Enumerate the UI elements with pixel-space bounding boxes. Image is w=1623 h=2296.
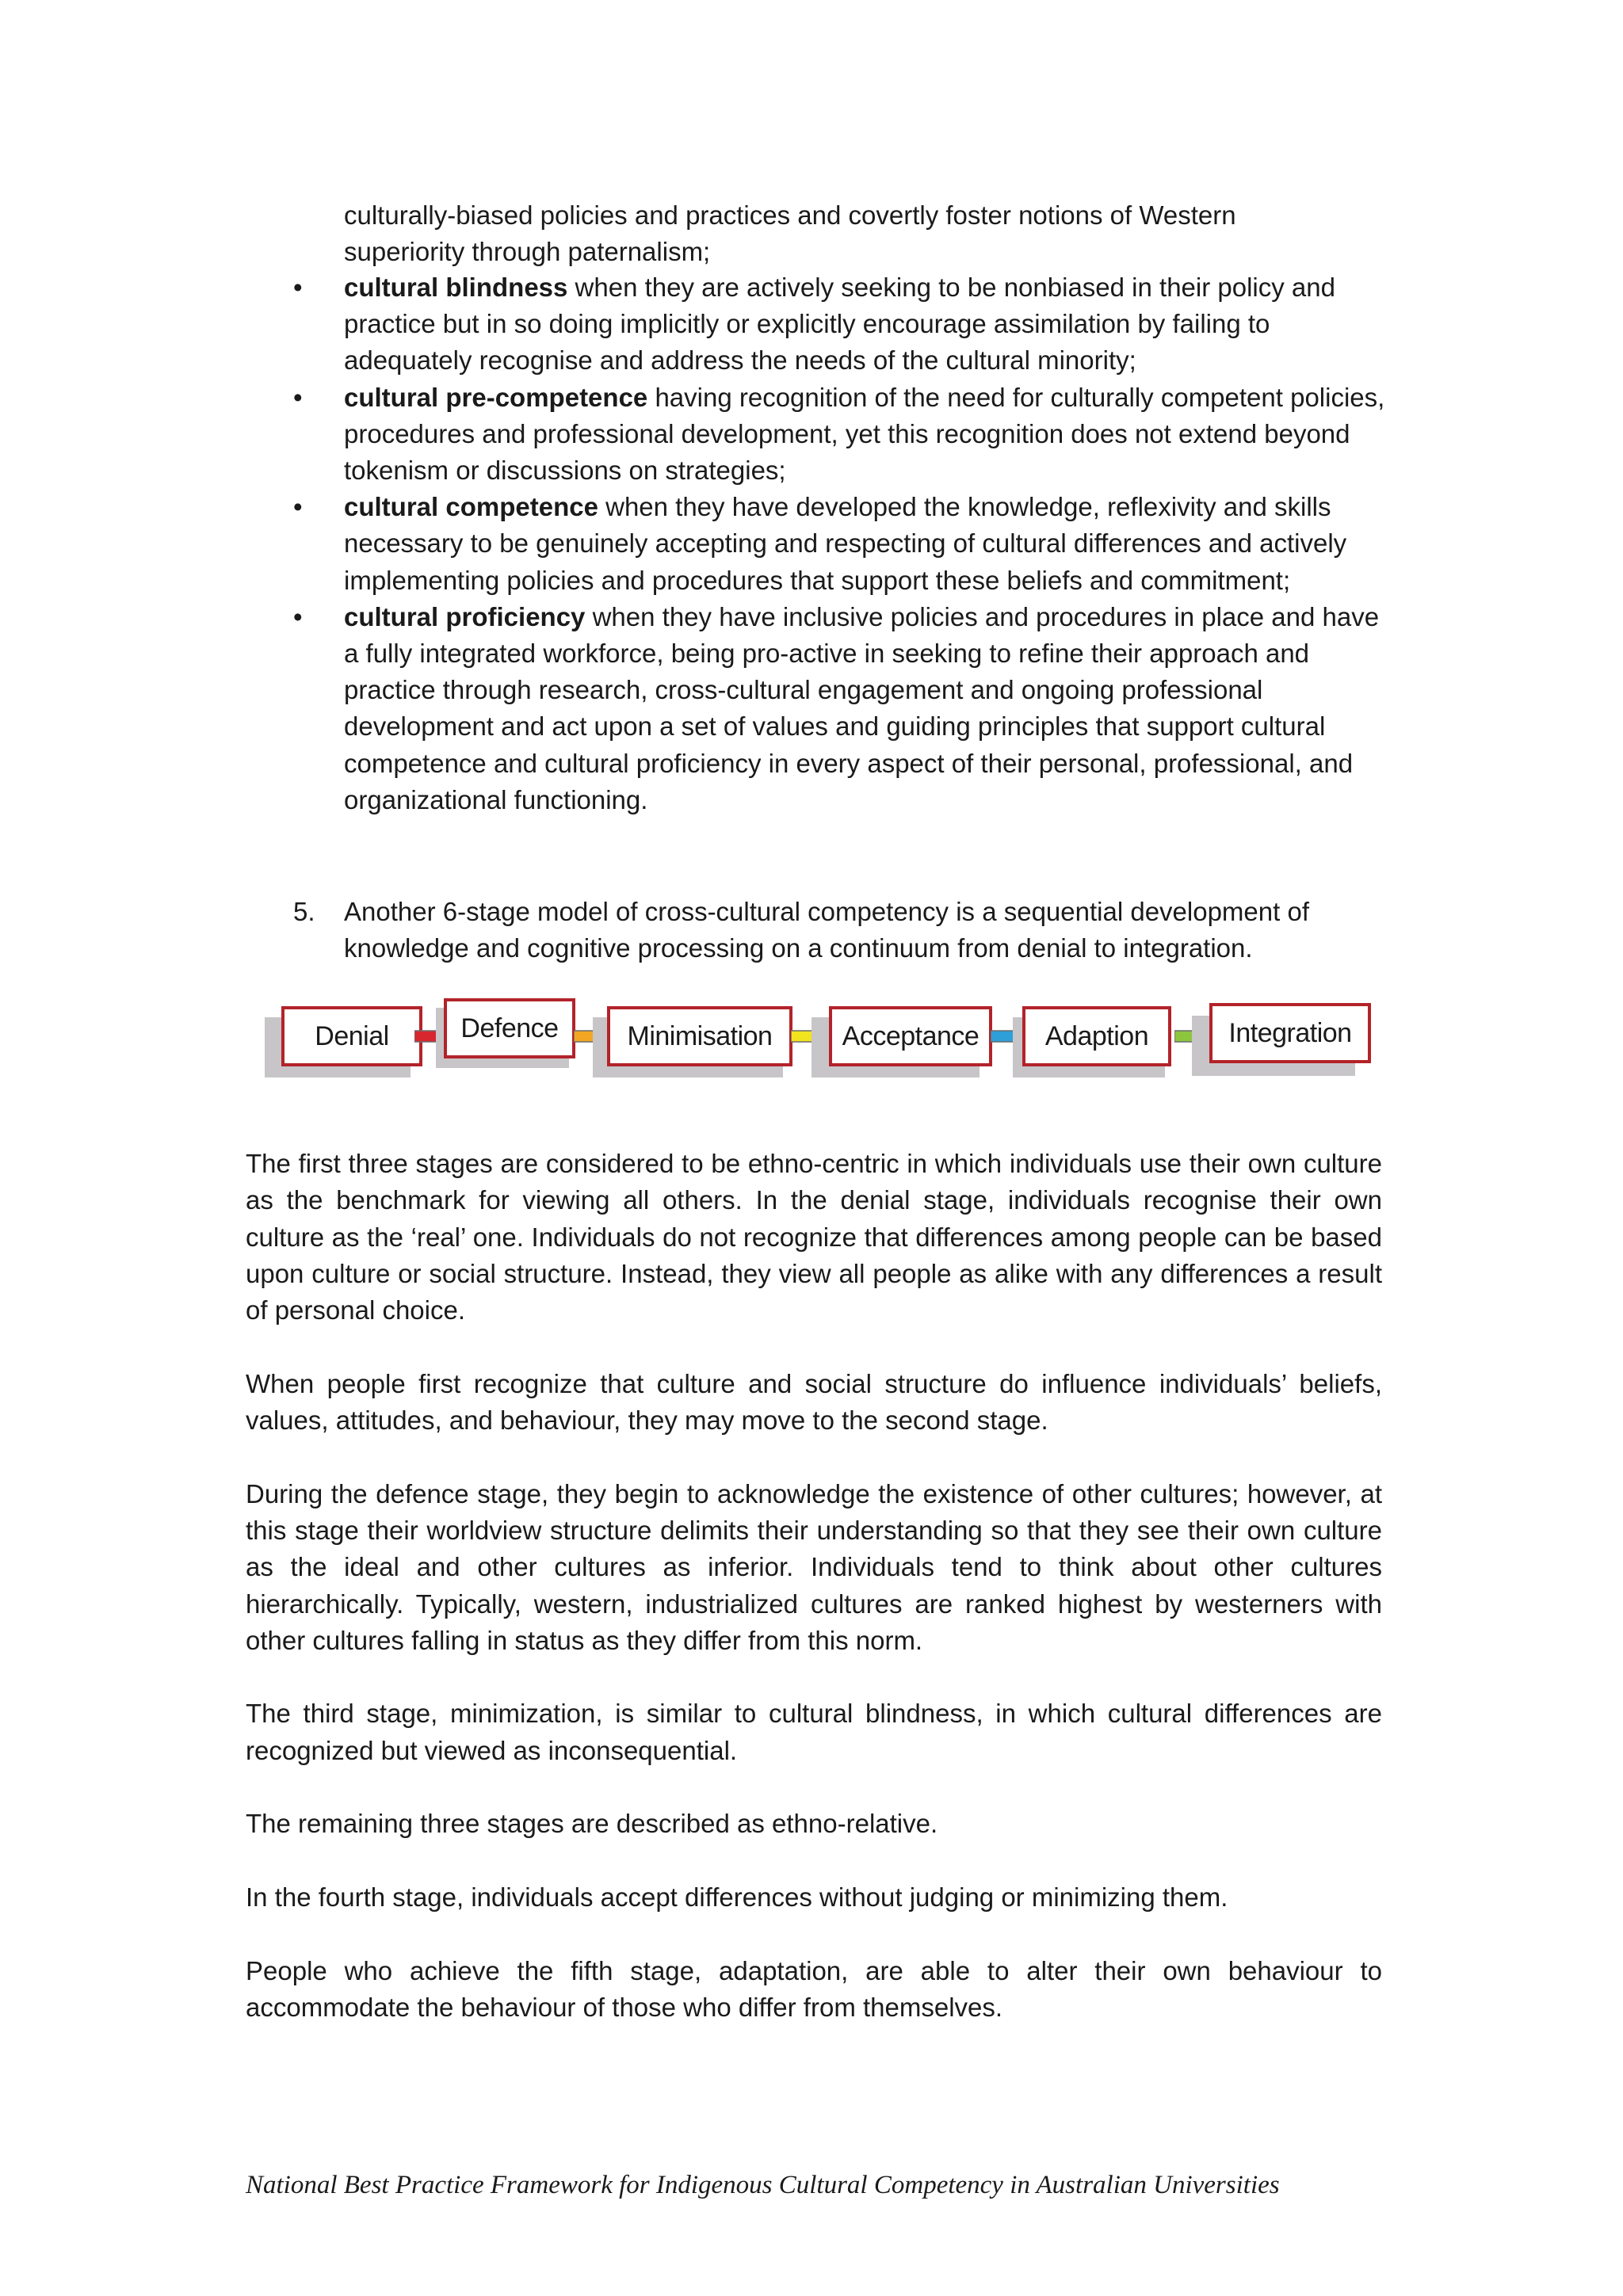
list-item	[293, 379, 1390, 490]
stage-label: Integration	[1209, 1003, 1371, 1063]
item-text: Another 6-stage model of cross-cultural competency is a sequential development of knowledge and cognitive processing on a continuum from denial to integration.	[344, 897, 1309, 963]
body-text	[246, 1146, 1382, 2062]
stage-label: Denial	[281, 1006, 422, 1066]
stage-label: Adaption	[1022, 1006, 1171, 1066]
stage-defence	[439, 998, 574, 1058]
stage-flow-diagram	[269, 1006, 1395, 1101]
continuation-line-1: culturally-biased policies and practices and covertly foster notions of Western	[344, 200, 1236, 230]
bullet-icon: •	[293, 492, 303, 522]
stage-label: Minimisation	[607, 1006, 792, 1066]
bullet-icon: •	[293, 601, 303, 631]
bullet-text: when they have inclusive policies and procedures in place and have a fully integrated workforce, being pro-active in seeking to refine their approach and practice through research, cross-cultural engagement and ongoing professional development and act upon a set of values and guiding principles that support cultural competence and cultural proficiency in every aspect of their personal, professional, and organizational functioning.	[344, 601, 1380, 814]
paragraph: During the defence stage, they begin to acknowledge the existence of other cultures; however, at this stage their worldview structure delimits their understanding so that they see their own culture as the ideal and other cultures as inferior. Individuals tend to think about other cultures hierarchically. Typically, western, industrialized cultures are ranked highest by westerners with other cultures falling in status as they differ from this norm.	[246, 1478, 1382, 1655]
stage-adaption	[1016, 1006, 1168, 1066]
bullet-text: having recognition of the need for culturally competent policies, procedures and professional development, yet this recognition does not extend beyond tokenism or discussions on strategies;	[344, 382, 1385, 486]
list-item	[293, 269, 1390, 379]
page-footer: National Best Practice Framework for Indigenous Cultural Competency in Australian Universities	[246, 2171, 1280, 2199]
stage-acceptance	[816, 1006, 984, 1066]
bullet-term: cultural pre-competence	[344, 382, 648, 412]
bullet-icon: •	[293, 273, 303, 302]
paragraph: When people first recognize that culture and social structure do influence individuals’ beliefs, values, attitudes, and behaviour, they may move to the second stage.	[246, 1368, 1382, 1436]
bullet-list	[293, 269, 1390, 818]
paragraph: People who achieve the fifth stage, adaptation, are able to alter their own behaviour to accommodate the behaviour of those who differ from themselves.	[246, 1955, 1382, 2022]
item-number: 5.	[293, 897, 315, 926]
continuation-line-2: superiority through paternalism;	[344, 237, 711, 266]
bullet-text: when they are actively seeking to be nonbiased in their policy and practice but in so doing implicitly or explicitly encourage assimilation by failing to adequately recognise and address the needs of the cultural minority;	[344, 273, 1335, 376]
stage-label: Acceptance	[829, 1006, 992, 1066]
stage-minimisation	[598, 1006, 788, 1066]
bullet-term: cultural competence	[344, 492, 598, 522]
list-item	[293, 599, 1390, 818]
paragraph: The remaining three stages are described as ethno-relative.	[246, 1809, 938, 1839]
paragraph: In the fourth stage, individuals accept differences without judging or minimizing them.	[246, 1882, 1228, 1912]
bullet-term: cultural proficiency	[344, 601, 586, 631]
list-item	[293, 489, 1390, 599]
bullet-term: cultural blindness	[344, 273, 568, 302]
bullet-icon: •	[293, 382, 303, 412]
stage-denial	[269, 1006, 415, 1066]
numbered-item	[293, 894, 1390, 967]
stage-label: Defence	[444, 998, 575, 1058]
bullet-text: when they have developed the knowledge, reflexivity and skills necessary to be genuinely accepting and respecting of cultural differences and actively implementing policies and procedures that support these beliefs and commitment;	[344, 492, 1347, 595]
paragraph: The third stage, minimization, is similar to cultural blindness, in which cultural differences are recognized but viewed as inconsequential.	[246, 1699, 1382, 1765]
stage-integration	[1197, 1003, 1360, 1063]
paragraph: The first three stages are considered to be ethno-centric in which individuals use their own culture as the benchmark for viewing all others. In the denial stage, individuals recognise their own culture as the ‘real’ one. Individuals do not recognize that differences among people can be based upon culture or social structure. Instead, they view all people as alike with any differences a result of personal choice.	[246, 1149, 1382, 1325]
